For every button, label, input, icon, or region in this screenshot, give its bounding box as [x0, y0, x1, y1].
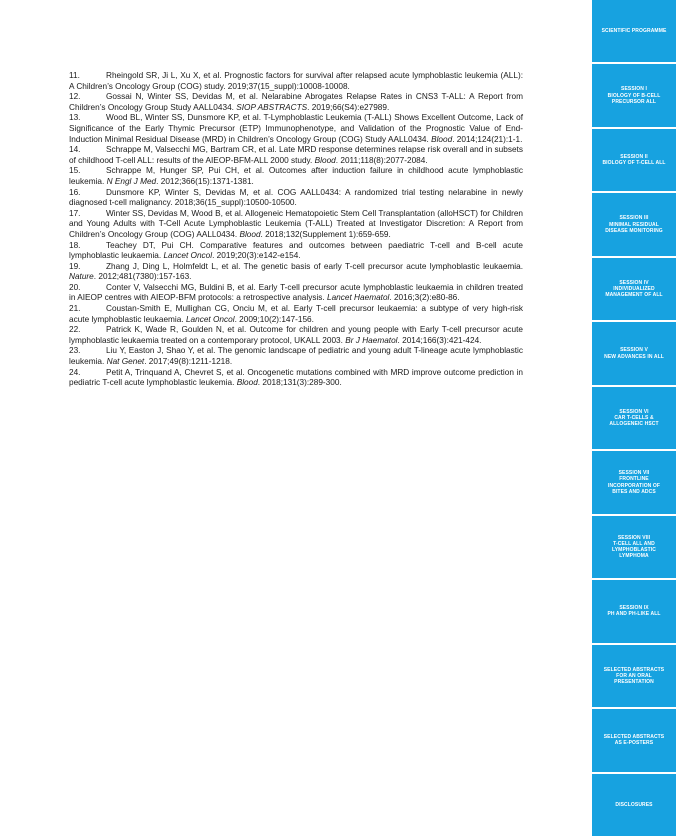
reference-text: Gossai N, Winter SS, Devidas M, et al. Nelarabine Abrogates Relapse Rates in CNS3 T-ALL: A Report from Children’s Oncology Group Study AALL0434.	[69, 92, 523, 112]
reference-citation: . 2009;10(2):147-156.	[234, 314, 314, 324]
reference-text: Schrappe M, Hunger SP, Pui CH, et al. Outcomes after induction failure in childhood acute lymphoblastic leukemia.	[69, 166, 523, 186]
journal-name: Lancet Oncol	[185, 314, 235, 324]
journal-name: Blood	[239, 229, 261, 239]
journal-name: Blood	[314, 155, 336, 165]
tab-e-poster-abstracts[interactable]	[592, 709, 676, 771]
reference-number: 12.	[69, 92, 81, 102]
tab-label: SELECTED ABSTRACTS FOR AN ORAL PRESENTATION	[603, 666, 665, 686]
reference-item	[69, 241, 523, 262]
tab-session-9[interactable]	[592, 580, 676, 642]
reference-number: 24.	[69, 367, 81, 377]
reference-item	[69, 71, 523, 92]
reference-number: 16.	[69, 187, 81, 197]
reference-text: Petit A, Trinquand A, Chevret S, et al. Oncogenetic mutations combined with MRD improve outcome prediction in pediatric T-cell acute lymphoblastic leukemia.	[69, 367, 523, 388]
journal-name: N Engl J Med	[106, 176, 157, 186]
reference-citation: . 2014;124(21):1-1.	[452, 134, 523, 144]
reference-citation: . 2016;3(2):e80-86.	[389, 293, 460, 303]
reference-item	[69, 368, 523, 389]
reference-text: Rheingold SR, Ji L, Xu X, et al. Prognostic factors for survival after relapsed acute lymphoblastic leukemia (ALL): A Children’s Oncology Group (COG) study. 2019;37(15_suppl):10008-10008.	[69, 71, 523, 91]
reference-text: Coustan-Smith E, Mullighan CG, Onciu M, et al. Early T-cell precursor leukaemia: a subtype of very high-risk acute lymphoblastic leukaemia.	[69, 304, 523, 324]
journal-name: Blood	[431, 134, 453, 144]
reference-citation: . 2014;166(3):421-424.	[397, 335, 482, 345]
journal-name: Lancet Haematol	[327, 293, 390, 303]
reference-citation: . 2012;481(7380):157-163.	[93, 272, 192, 282]
journal-name: Br J Haematol	[345, 335, 398, 345]
reference-item	[69, 325, 523, 346]
tab-session-5[interactable]	[592, 322, 676, 384]
reference-item	[69, 262, 523, 283]
reference-item	[69, 209, 523, 241]
reference-citation: . 2018;131(3):289-300.	[257, 378, 342, 388]
reference-citation: . 2011;118(8):2077-2084.	[335, 155, 428, 165]
reference-number: 23.	[69, 346, 81, 356]
tab-label: SESSION VI CAR T-CELLS & ALLOGENEIC HSCT	[609, 408, 659, 428]
reference-item	[69, 283, 523, 304]
tab-label: SESSION VII FRONTLINE INCORPORATION OF BITES AND ADCS	[607, 470, 661, 495]
tab-session-2[interactable]	[592, 129, 676, 191]
tab-label: SCIENTIFIC PROGRAMME	[601, 28, 667, 35]
journal-name: SIOP ABSTRACTS	[236, 102, 308, 112]
reference-number: 21.	[69, 304, 81, 314]
tab-label: SESSION III MINIMAL RESIDUAL DISEASE MONITORING	[605, 215, 663, 234]
reference-text: Wood BL, Winter SS, Dunsmore KP, et al. T-Lymphoblastic Leukemia (T-ALL) Shows Excellent Outcome, Lack of Significance of the Early Thymic Precursor (ETP) Immunophenotype, and Validation of the Prognostic Value of End-Induction Minimal Residual Disease (MRD) in Children’s Oncology Group (COG) Study AALL0434.	[69, 113, 523, 144]
tab-session-3[interactable]	[592, 193, 676, 255]
reference-list	[69, 71, 523, 389]
journal-name: Blood	[236, 378, 258, 388]
tab-label: SELECTED ABSTRACTS AS E-POSTERS	[603, 734, 665, 747]
reference-number: 11.	[69, 71, 80, 80]
reference-number: 17.	[69, 208, 81, 218]
tab-label: SESSION VIII T-CELL ALL AND LYMPHOBLASTIC LYMPHOMA	[612, 534, 656, 560]
reference-number: 20.	[69, 282, 81, 292]
tab-session-1[interactable]	[592, 64, 676, 126]
tab-session-6[interactable]	[592, 387, 676, 449]
reference-number: 13.	[69, 113, 81, 123]
tab-label: DISCLOSURES	[615, 801, 653, 808]
reference-text: Teachey DT, Pui CH. Comparative features and outcomes between paediatric T-cell and B-cell acute lymphoblastic leukaemia.	[69, 240, 523, 261]
reference-item	[69, 166, 523, 187]
tab-scientific-programme[interactable]	[592, 0, 676, 62]
reference-citation: . 2019;20(3):e142-e154.	[212, 251, 301, 261]
reference-text: Patrick K, Wade R, Goulden N, et al. Outcome for children and young people with Early T-cell precursor acute lymphoblastic leukaemia treated on a contemporary protocol, UKALL 2003.	[69, 325, 523, 345]
reference-citation: . 2018;132(Supplement 1):659-659.	[260, 229, 391, 239]
reference-text: Liu Y, Easton J, Shao Y, et al. The genomic landscape of pediatric and young adult T-lineage acute lymphoblastic leukemia.	[69, 346, 523, 367]
tab-label: SESSION II BIOLOGY OF T-CELL ALL	[602, 153, 666, 167]
tab-label: SESSION V NEW ADVANCES IN ALL	[604, 347, 664, 360]
reference-text: Dunsmore KP, Winter S, Devidas M, et al. COG AALL0434: A randomized trial testing nelarabine in newly diagnosed t-cell malignancy. 2018;36(15_suppl):10500-10500.	[69, 187, 523, 208]
reference-number: 22.	[69, 325, 81, 335]
reference-item	[69, 92, 523, 113]
tab-session-8[interactable]	[592, 516, 676, 578]
tab-label: SESSION IV INDIVIDUALIZED MANAGEMENT OF ALL	[605, 279, 663, 299]
reference-text: Winter SS, Devidas M, Wood B, et al. Allogeneic Hematopoietic Stem Cell Transplantation (alloHSCT) for Children and Young Adults with T-Cell Acute Lymphoblastic Leukemia (T-ALL) Treated at Investigator Discretion: A Report from Children’s Oncology Group (COG) AALL0434.	[69, 208, 523, 239]
reference-item	[69, 113, 523, 145]
reference-item	[69, 346, 523, 367]
reference-number: 14.	[69, 145, 81, 155]
reference-citation: . 2012;366(15):1371-1381.	[156, 176, 254, 186]
reference-item	[69, 145, 523, 166]
tab-session-4[interactable]	[592, 258, 676, 320]
tab-oral-abstracts[interactable]	[592, 645, 676, 707]
reference-text: Schrappe M, Valsecchi MG, Bartram CR, et al. Late MRD response determines relapse risk overall and in subsets of childhood T-cell ALL: results of the AIEOP-BFM-ALL 2000 study.	[69, 145, 523, 165]
reference-item	[69, 304, 523, 325]
journal-name: Nat Genet	[106, 357, 145, 367]
reference-item	[69, 188, 523, 209]
reference-number: 19.	[69, 261, 81, 271]
reference-number: 15.	[69, 166, 81, 176]
journal-name: Lancet Oncol	[163, 251, 213, 261]
reference-text: Zhang J, Ding L, Holmfeldt L, et al. The genetic basis of early T-cell precursor acute lymphoblastic leukaemia.	[106, 261, 523, 271]
reference-number: 18.	[69, 240, 81, 250]
section-sidebar	[592, 0, 676, 836]
reference-citation: . 2019;66(S4):e27989.	[307, 102, 390, 112]
tab-disclosures[interactable]	[592, 774, 676, 836]
reference-citation: . 2017;49(8):1211-1218.	[144, 357, 233, 367]
tab-session-7[interactable]	[592, 451, 676, 513]
reference-text: Conter V, Valsecchi MG, Buldini B, et al. Early T-cell precursor acute lymphoblastic leukaemia in children treated in AIEOP centres with AIEOP-BFM protocols: a retrospective analysis.	[69, 282, 523, 303]
journal-name: Nature	[69, 272, 94, 282]
tab-label: SESSION IX PH AND PH-LIKE ALL	[607, 605, 661, 618]
tab-label: SESSION I BIOLOGY OF B-CELL PRECURSOR ALL	[607, 86, 661, 105]
